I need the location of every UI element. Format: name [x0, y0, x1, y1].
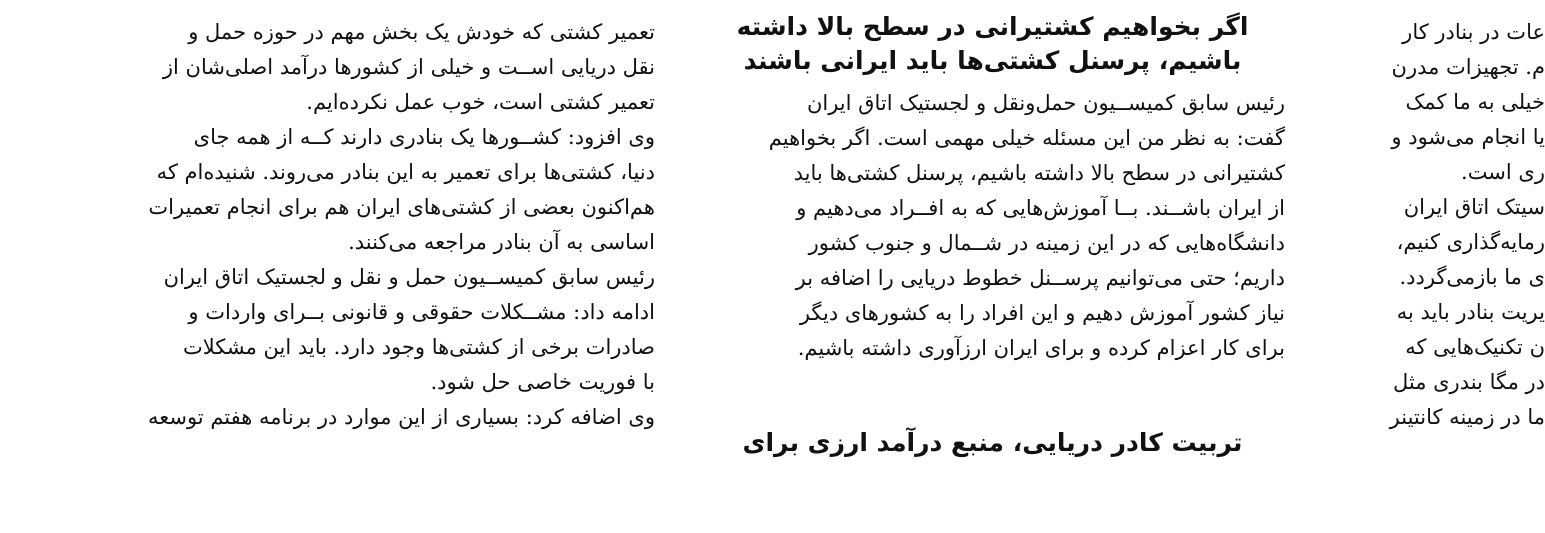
text-line: رئیس سابق کمیســیون حمل و نقل و لجستیک اتاق ایران	[163, 265, 655, 289]
left-column-text	[70, 15, 655, 435]
text-line: وی اضافه کرد: بسیاری از این موارد در برنامه هفتم توسعه	[147, 405, 655, 429]
text-line: یا انجام می‌شود و	[1391, 125, 1545, 149]
text-line: نیاز کشور آموزش دهیم و این افراد را به کشورهای دیگر	[799, 301, 1285, 325]
section-headline	[700, 426, 1285, 460]
text-line: ی ما بازمی‌گردد.	[1399, 265, 1545, 289]
text-line: صادرات برخی از کشتی‌ها وجود دارد. باید این مشکلات	[183, 335, 655, 359]
text-line: عات در بنادر کار	[1402, 20, 1545, 44]
middle-column-text	[700, 86, 1285, 366]
headline-line: تربیت کادر دریایی، منبع درآمد ارزی برای	[742, 428, 1243, 457]
text-line: رئیس سابق کمیســیون حمل‌ونقل و لجستیک اتاق ایران	[806, 91, 1285, 115]
text-line: هم‌اکنون بعضی از کشتی‌های ایران هم برای انجام تعمیرات	[148, 195, 655, 219]
text-line: ادامه داد: مشــکلات حقوقی و قانونی بــرای واردات و	[188, 300, 655, 324]
text-line: در مگا بندری مثل	[1392, 370, 1545, 394]
text-line: برای کار اعزام کرده و برای ایران ارزآوری داشته باشیم.	[797, 336, 1285, 360]
headline-line: اگر بخواهیم کشتیرانی در سطح بالا داشته	[736, 12, 1249, 41]
section-headline	[700, 0, 1285, 78]
text-line: از ایران باشــند. بــا آموزش‌هایی که به افــراد می‌دهیم و	[796, 196, 1285, 220]
headline-line: باشیم، پرسنل کشتی‌ها باید ایرانی باشند	[743, 46, 1242, 75]
article-column-left	[70, 0, 655, 533]
text-line: دنیا، کشتی‌ها برای تعمیر به این بنادر می‌روند. شنیده‌ام که	[156, 160, 655, 184]
text-line: نقل دریایی اســت و خیلی از کشورها درآمد اصلی‌شان از	[162, 55, 655, 79]
text-line: ری است.	[1461, 160, 1545, 184]
text-line: گفت: به نظر من این مسئله خیلی مهمی است. اگر بخواهیم	[768, 126, 1285, 150]
text-line: ن تکنیک‌هایی که	[1405, 335, 1545, 359]
text-line: خیلی به ما کمک	[1405, 90, 1545, 114]
article-column-right-clipped	[1285, 0, 1545, 533]
text-line: رمایه‌گذاری کنیم،	[1396, 230, 1545, 254]
text-line: با فوریت خاصی حل شود.	[430, 370, 655, 394]
text-line: دانشگاه‌هایی که در این زمینه در شــمال و جنوب کشور	[808, 231, 1285, 255]
text-line: وی افزود: کشــورها یک بنادری دارند کــه از همه جای	[193, 125, 655, 149]
text-line: یریت بنادر باید به	[1396, 300, 1545, 324]
text-line: سیتک اتاق ایران	[1403, 195, 1545, 219]
right-column-text	[1285, 15, 1545, 435]
text-line: ما در زمینه کانتینر	[1389, 405, 1545, 429]
text-line: تعمیر کشتی که خودش یک بخش مهم در حوزه حمل و	[188, 20, 655, 44]
text-line: م. تجهیزات مدرن	[1391, 55, 1545, 79]
text-line: کشتیرانی در سطح بالا داشته باشیم، پرسنل کشتی‌ها باید	[793, 161, 1285, 185]
text-line: تعمیر کشتی است، خوب عمل نکرده‌ایم.	[306, 90, 655, 114]
article-column-middle	[700, 0, 1285, 533]
text-line: داریم؛ حتی می‌توانیم پرســنل خطوط دریایی را اضافه بر	[795, 266, 1285, 290]
text-line: اساسی به آن بنادر مراجعه می‌کنند.	[348, 230, 655, 254]
